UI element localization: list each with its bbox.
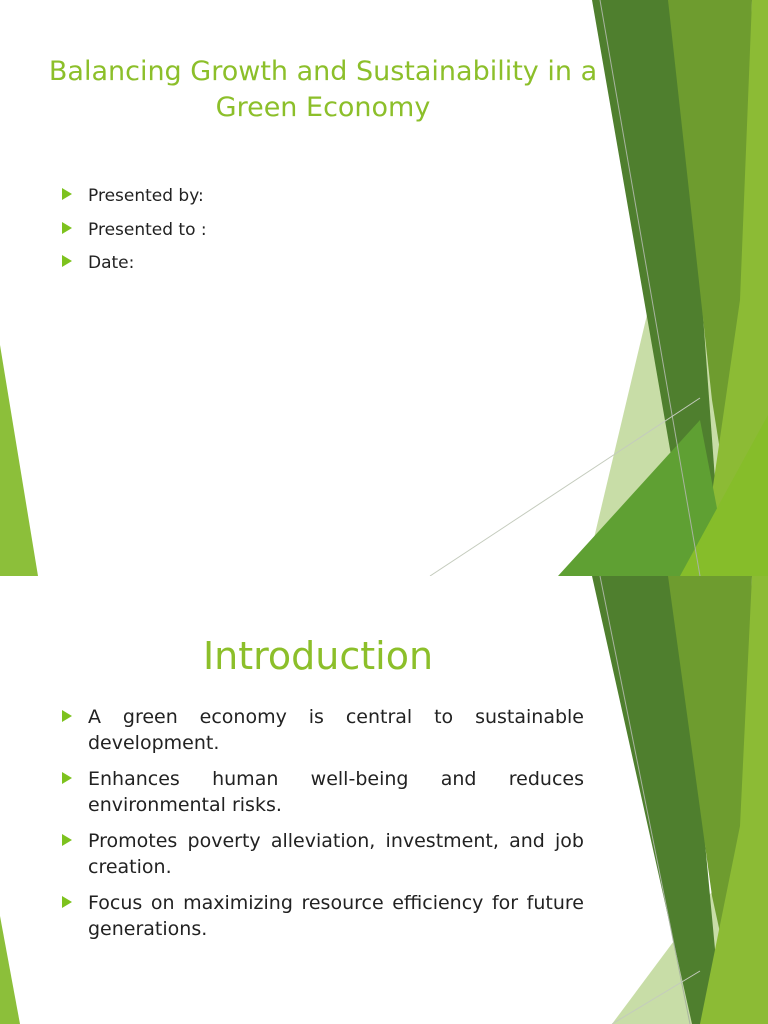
bullet-text-presented-by: Presented by: [88,186,204,206]
bullet-text: Enhances human well-being and reduces environmental risks. [88,768,584,816]
triangle-bullet-icon [62,255,72,267]
list-item [60,218,560,242]
title-bullet-list [60,184,560,285]
list-item [60,890,584,942]
intro-bullet-list [60,704,584,952]
bullet-text: Promotes poverty alleviation, investment, and job creation. [88,830,584,878]
slide-heading: Introduction [202,634,434,678]
list-item [60,251,560,275]
bullet-text-date: Date: [88,253,135,273]
list-item [60,184,560,208]
presentation-title: Balancing Growth and Sustainability in a Green Economy [48,56,598,123]
triangle-bullet-icon [62,222,72,234]
triangle-bullet-icon [62,710,72,722]
bullet-text: A green economy is central to sustainable development. [88,706,584,754]
slide-introduction [0,576,768,1024]
triangle-bullet-icon [62,834,72,846]
triangle-bullet-icon [62,188,72,200]
list-item [60,766,584,818]
bullet-text: Focus on maximizing resource efficiency for future generations. [88,892,584,940]
triangle-bullet-icon [62,896,72,908]
bullet-text-presented-to: Presented to : [88,219,207,240]
list-item [60,704,584,756]
list-item [60,828,584,880]
triangle-bullet-icon [62,772,72,784]
